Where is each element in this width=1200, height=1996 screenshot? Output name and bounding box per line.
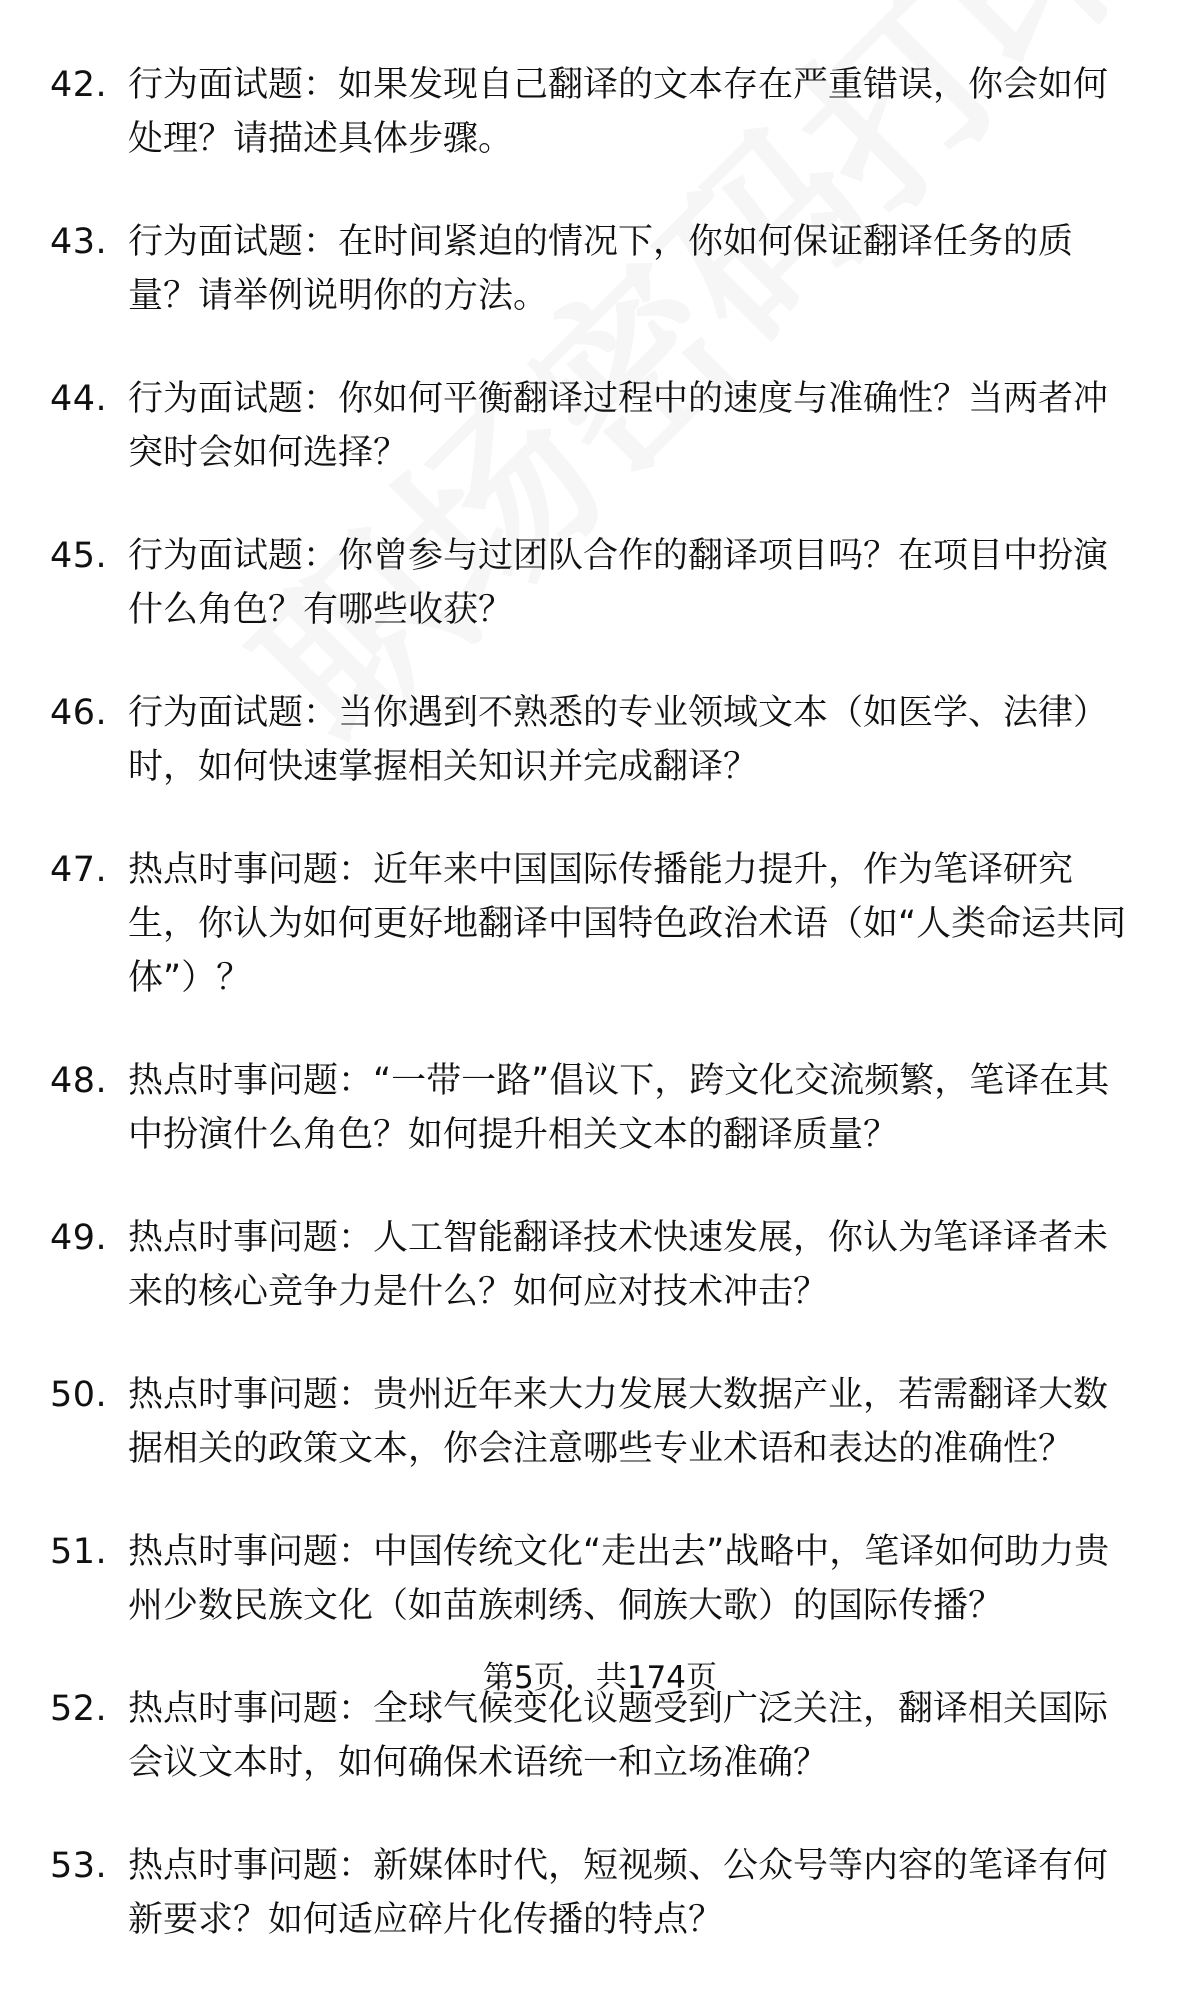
question-text: 行为面试题：当你遇到不熟悉的专业领域文本（如医学、法律）时，如何快速掌握相关知识并完成翻译？ xyxy=(128,693,1109,787)
question-text: 热点时事问题：中国传统文化“走出去”战略中，笔译如何助力贵州少数民族文化（如苗族刺绣、侗族大歌）的国际传播？ xyxy=(128,1532,1110,1626)
question-number: 52. xyxy=(50,1689,108,1729)
question-item xyxy=(50,1839,1140,1947)
question-item xyxy=(50,1054,1140,1162)
question-item xyxy=(50,58,1140,166)
question-item xyxy=(50,1211,1140,1319)
question-number: 47. xyxy=(50,850,108,890)
question-number: 48. xyxy=(50,1061,108,1101)
question-item xyxy=(50,372,1140,480)
question-number: 42. xyxy=(50,65,108,105)
question-number: 49. xyxy=(50,1218,108,1258)
question-item xyxy=(50,843,1140,1005)
question-text: 热点时事问题：贵州近年来大力发展大数据产业，若需翻译大数据相关的政策文本，你会注意哪些专业术语和表达的准确性？ xyxy=(128,1375,1109,1469)
question-text: 行为面试题：你曾参与过团队合作的翻译项目吗？在项目中扮演什么角色？有哪些收获？ xyxy=(128,536,1109,630)
page-footer: 第5页，共174页 xyxy=(483,1660,717,1696)
question-number: 53. xyxy=(50,1846,108,1886)
question-text: 热点时事问题：新媒体时代，短视频、公众号等内容的笔译有何新要求？如何适应碎片化传播的特点？ xyxy=(128,1846,1109,1940)
question-item xyxy=(50,529,1140,637)
question-text: 行为面试题：如果发现自己翻译的文本存在严重错误，你会如何处理？请描述具体步骤。 xyxy=(128,65,1109,159)
question-text: 热点时事问题：人工智能翻译技术快速发展，你认为笔译译者未来的核心竞争力是什么？如何应对技术冲击？ xyxy=(128,1218,1109,1312)
question-number: 51. xyxy=(50,1532,108,1572)
question-number: 45. xyxy=(50,536,108,576)
question-text: 热点时事问题：“一带一路”倡议下，跨文化交流频繁，笔译在其中扮演什么角色？如何提升相关文本的翻译质量？ xyxy=(128,1061,1110,1155)
question-text: 行为面试题：你如何平衡翻译过程中的速度与准确性？当两者冲突时会如何选择？ xyxy=(128,379,1109,473)
question-item xyxy=(50,686,1140,794)
question-number: 46. xyxy=(50,693,108,733)
question-number: 44. xyxy=(50,379,108,419)
question-number: 43. xyxy=(50,222,108,262)
question-item xyxy=(50,1368,1140,1476)
question-text: 热点时事问题：全球气候变化议题受到广泛关注，翻译相关国际会议文本时，如何确保术语统一和立场准确？ xyxy=(128,1689,1109,1783)
question-text: 行为面试题：在时间紧迫的情况下，你如何保证翻译任务的质量？请举例说明你的方法。 xyxy=(128,222,1074,316)
question-item xyxy=(50,215,1140,323)
question-list xyxy=(50,58,1140,1996)
question-item xyxy=(50,1525,1140,1633)
question-text: 热点时事问题：近年来中国国际传播能力提升，作为笔译研究生，你认为如何更好地翻译中国特色政治术语（如“人类命运共同体”）？ xyxy=(128,850,1127,998)
question-number: 50. xyxy=(50,1375,108,1415)
